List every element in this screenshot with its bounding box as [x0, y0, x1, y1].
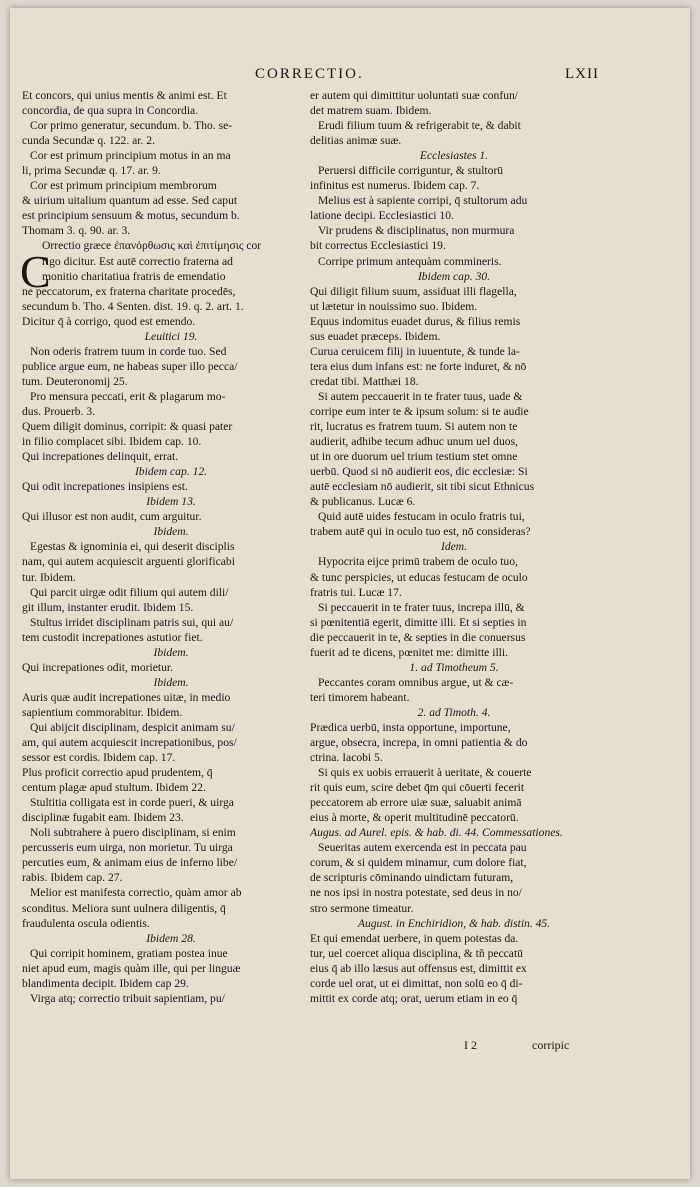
text-line: tera eius dum infans est: ne forte induret, & nō: [310, 359, 527, 373]
text-line: fratris tui. Lucæ 17.: [310, 585, 402, 599]
text-line: Leuitici 19.: [144, 329, 198, 343]
text-line: Plus proficit correctio apud prudentem, q̄: [22, 766, 213, 780]
text-line: det matrem suam. Ibidem.: [310, 104, 432, 118]
text-line: percusseris eum uirga, non morietur. Tu uirga: [22, 841, 233, 855]
text-line: Egestas & ignominia ei, qui deserit disciplis: [30, 540, 235, 554]
text-line: Ibidem cap. 30.: [417, 269, 491, 283]
text-line: teri timorem habeant.: [310, 690, 410, 704]
text-line: est principium sensuum & motus, secundum b.: [22, 209, 240, 223]
text-line: Dicitur q̄ à corrigo, quod est emendo.: [22, 314, 196, 328]
text-line: Pro mensura peccati, erit & plagarum mo-: [30, 389, 226, 403]
text-line: tur, uel coercet aliqua disciplina, & tñ peccatū: [310, 946, 523, 960]
text-line: eius à morte, & operit multitudinē peccatorū.: [310, 811, 519, 825]
text-line: Si quis ex uobis errauerit à ueritate, & couerte: [318, 766, 532, 780]
text-line: Ibidem 28.: [146, 931, 196, 945]
text-line: 1. ad Timotheum 5.: [409, 660, 499, 674]
text-line: Ibidem.: [153, 675, 189, 689]
text-line: corde uel orat, ut ei dimittat, non solū eo q̄ di-: [310, 976, 523, 990]
right-column: [310, 88, 598, 1006]
text-line: corum, & si quidem minamur, cum dolore fiat,: [310, 856, 527, 870]
text-line: argue, obsecra, increpa, in omni patientia & do: [310, 736, 528, 750]
text-line: Corripe primum antequàm commineris.: [318, 254, 502, 268]
text-line: li, prima Secundæ q. 17. ar. 9.: [22, 164, 161, 178]
text-line: Qui diligit filium suum, assiduat illi flagella,: [310, 284, 517, 298]
text-line: Ibidem cap. 12.: [134, 465, 208, 479]
text-line: ctrina. Iacobi 5.: [310, 751, 383, 765]
text-line: Ibidem.: [153, 645, 189, 659]
text-line: trabem autē qui in oculo tuo est, nō consideras?: [310, 525, 531, 539]
text-line: Erudi filium tuum & refrigerabit te, & dabit: [318, 119, 521, 133]
text-line: Auris quæ audit increpationes uitæ, in medio: [22, 690, 231, 704]
text-line: Qui odit increpationes insipiens est.: [22, 480, 188, 494]
text-line: Peruersi difficile corriguntur, & stultorū: [318, 164, 504, 178]
text-line: Et qui emendat uerbere, in quem potestas da.: [310, 931, 519, 945]
text-line: cunda Secundæ q. 122. ar. 2.: [22, 134, 155, 148]
text-line: Orrectio græce ἐπανόρθωσις καὶ ἐπιτίμησις cor: [42, 239, 262, 253]
text-line: ne nos ipsi in nostra potestate, sed deus in no/: [310, 886, 522, 900]
text-line: autē ecclesiam nō audierit, sit tibi sicut Ethnicus: [310, 480, 535, 494]
text-line: dus. Prouerb. 3.: [22, 404, 96, 418]
text-line: disciplinæ fugabit eam. Ibidem 23.: [22, 811, 184, 825]
text-line: stro sermone timeatur.: [310, 901, 414, 915]
text-line: si pœnitentiā egerit, dimitte illi. Et si septies in: [310, 615, 527, 629]
text-line: Melius est à sapiente corripi, q̄ stultorum adu: [318, 194, 528, 208]
text-line: blandimenta decipit. Ibidem cap 29.: [22, 976, 189, 990]
text-line: Hypocrita eijce primū trabem de oculo tuo,: [318, 555, 518, 569]
text-line: centum plagæ apud stultum. Ibidem 22.: [22, 781, 206, 795]
catchword: corripic: [532, 1038, 570, 1052]
text-line: audierit, adhibe tecum adhuc unum uel duos,: [310, 435, 518, 449]
text-line: Qui parcit uirgæ odit filium qui autem dili/: [30, 585, 229, 599]
text-line: rabis. Ibidem cap. 27.: [22, 871, 123, 885]
text-line: & tunc perspicies, ut educas festucam de oculo: [310, 570, 528, 584]
text-line: Non oderis fratrem tuum in corde tuo. Sed: [30, 344, 227, 358]
text-line: in filio complacet sibi. Ibidem cap. 10.: [22, 435, 202, 449]
text-line: tum. Deuteronomij 25.: [22, 374, 128, 388]
text-line: Stultitia colligata est in corde pueri, & uirga: [30, 796, 234, 810]
text-line: August. in Enchiridion, & hab. distin. 45.: [357, 916, 551, 930]
left-column: [22, 88, 320, 1006]
text-line: monitio charitatiua fratris de emendatio: [42, 269, 226, 283]
text-line: Seueritas autem exercenda est in peccata pau: [318, 841, 527, 855]
text-line: 2. ad Timoth. 4.: [417, 705, 491, 719]
text-line: er autem qui dimittitur uoluntati suæ confun/: [310, 89, 519, 102]
text-line: Quem diligit dominus, corripit: & quasi pater: [22, 420, 233, 434]
text-line: mittit ex corde atq; orat, uerum etiam in eo q̄: [310, 991, 518, 1005]
text-line: Qui abijcit disciplinam, despicit animam su/: [30, 720, 235, 734]
text-line: eius q̄ ab illo læsus aut offensus est, dimittit ex: [310, 961, 527, 975]
text-line: delitias animæ suæ.: [310, 134, 402, 148]
text-line: Qui corripit hominem, gratiam postea inue: [30, 946, 228, 960]
text-line: nam, qui autem acquiescit arguenti glorificabi: [22, 555, 235, 569]
text-line: die peccauerit in te, & septies in die conuersus: [310, 630, 526, 644]
text-line: Ibidem.: [153, 525, 189, 539]
text-line: Qui increpationes delinquit, errat.: [22, 450, 179, 464]
text-line: credat tibi. Matthæi 18.: [310, 374, 419, 388]
text-line: Augus. ad Aurel. epis. & hab. di. 44. Commessationes.: [310, 826, 563, 840]
text-line: rit quis eum, scire debet q̄m qui cōuerti fecerit: [310, 781, 525, 795]
text-line: bit correctus Ecclesiastici 19.: [310, 239, 446, 253]
running-title: CORRECTIO.: [255, 66, 364, 82]
text-line: ne peccatorum, ex fraterna charitate procedēs,: [22, 284, 236, 298]
drop-cap: C: [20, 246, 51, 297]
text-line: latione decipi. Ecclesiastici 10.: [310, 209, 454, 223]
text-line: Stultus irridet disciplinam patris sui, qui au/: [30, 615, 234, 629]
text-line: tur. Ibidem.: [22, 570, 76, 584]
text-line: Virga atq; correctio tribuit sapientiam, pu/: [30, 991, 225, 1005]
text-line: rigo dicitur. Est autē correctio fraterna ad: [42, 254, 233, 268]
text-line: corripe eum inter te & ipsum solum: si te audie: [310, 404, 529, 418]
text-line: am, qui autem acquiescit increpationibus, pos/: [22, 736, 237, 750]
text-line: Vir prudens & disciplinatus, non murmura: [318, 224, 515, 238]
text-line: concordia, de qua supra in Concordia.: [22, 104, 199, 118]
text-line: Melior est manifesta correctio, quàm amor ab: [30, 886, 242, 900]
text-line: percuties eum, & animam eius de inferno libe/: [22, 856, 238, 870]
text-line: Cor est primum principium motus in an ma: [30, 149, 231, 163]
text-line: & uirium uitalium quantum ad esse. Sed caput: [22, 194, 238, 208]
text-line: Cor primo generatur, secundum. b. Tho. se-: [30, 119, 233, 133]
text-line: ut lætetur in nouissimo suo. Ibidem.: [310, 299, 478, 313]
text-line: Noli subtrahere à puero disciplinam, si enim: [30, 826, 236, 840]
text-line: Qui illusor est non audit, cum arguitur.: [22, 510, 202, 524]
text-line: Ecclesiastes 1.: [419, 149, 489, 163]
text-line: Qui increpationes odit, morietur.: [22, 660, 174, 674]
folio-number: LXII: [565, 66, 599, 82]
text-line: ut in ore duorum uel trium testium stet omne: [310, 450, 518, 464]
text-line: Curua ceruicem filij in iuuentute, & tunde la-: [310, 344, 520, 358]
text-line: secundum b. Tho. 4 Senten. dist. 19. q. 2. art. 1.: [22, 299, 244, 313]
text-line: fraudulenta oscula odientis.: [22, 916, 150, 930]
text-line: tem custodit increpationes astutior fiet.: [22, 630, 203, 644]
text-line: Equus indomitus euadet durus, & filius remis: [310, 314, 521, 328]
text-line: Ibidem 13.: [146, 495, 196, 509]
text-line: infinitus est numerus. Ibidem cap. 7.: [310, 179, 480, 193]
text-line: Si autem peccauerit in te frater tuus, uade &: [318, 389, 523, 403]
book-page: [10, 8, 690, 1179]
text-line: publice argue eum, ne habeas super illo pecca/: [22, 359, 238, 373]
text-line: Si peccauerit in te frater tuus, increpa illū, &: [318, 600, 525, 614]
text-line: sconditus. Meliora sunt uulnera diligentis, q̄: [22, 901, 226, 915]
text-line: sus euadet præceps. Ibidem.: [310, 329, 441, 343]
text-line: Cor est primum principium membrorum: [30, 179, 217, 193]
text-line: niet apud eum, magis quàm ille, qui per linguæ: [22, 961, 241, 975]
text-line: sapientium commorabitur. Ibidem.: [22, 705, 183, 719]
text-line: Quid autē uides festucam in oculo fratris tui,: [318, 510, 525, 524]
text-line: Peccantes coram omnibus argue, ut & cæ-: [318, 675, 514, 689]
text-line: uerbū. Quod si nō audierit eos, dic ecclesiæ: Si: [310, 465, 528, 479]
text-line: & publicanus. Lucæ 6.: [310, 495, 416, 509]
text-line: Prædica uerbū, insta opportune, importune,: [310, 720, 511, 734]
text-line: peccatorem ab errore uiæ suæ, saluabit animā: [310, 796, 522, 810]
signature-mark: I 2: [464, 1038, 477, 1052]
text-line: Thomam 3. q. 90. ar. 3.: [22, 224, 131, 238]
text-line: fuerit ad te dicens, pœnitet me: dimitte illi.: [310, 645, 509, 659]
text-line: Idem.: [440, 540, 468, 554]
text-line: git illum, instanter erudit. Ibidem 15.: [22, 600, 194, 614]
text-line: sessor est cordis. Ibidem cap. 17.: [22, 751, 176, 765]
text-line: Et concors, qui unius mentis & animi est. Et: [22, 89, 227, 102]
text-line: rit, lucratus es fratrem tuum. Si autem non te: [310, 420, 518, 434]
text-line: de scripturis cōminando uindictam futuram,: [310, 871, 514, 885]
